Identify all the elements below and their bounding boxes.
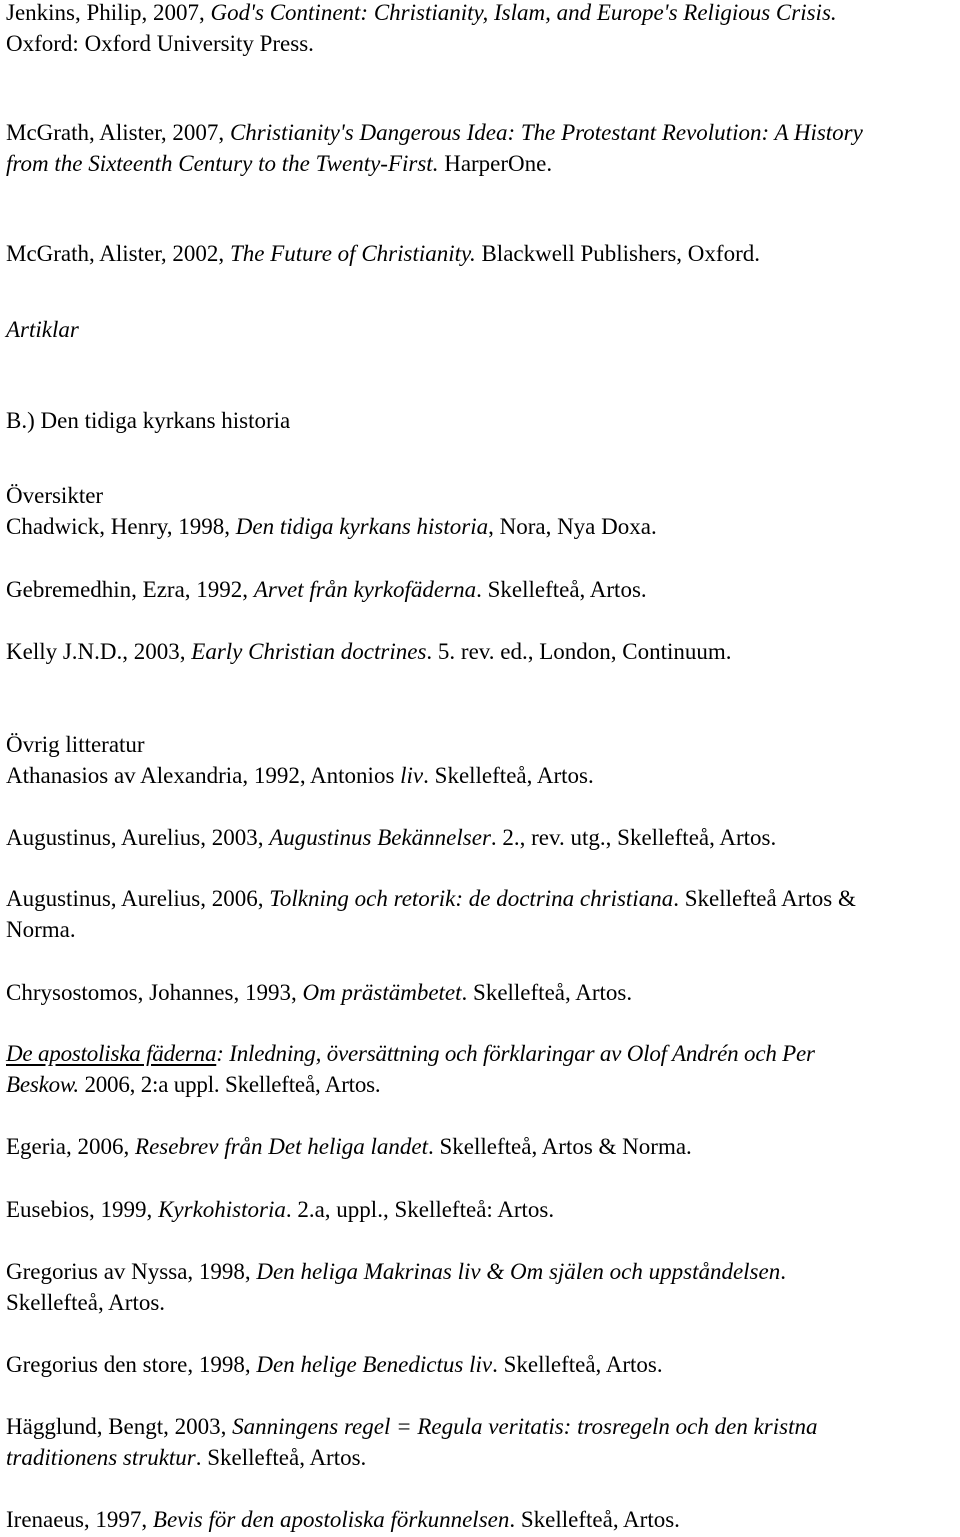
entry-publisher: . 2., rev. utg., Skellefteå, Artos. xyxy=(490,825,777,850)
entry-publisher: . Skellefteå, Artos. xyxy=(195,1445,367,1470)
entry-title: Tolkning och retorik: de doctrina christiana xyxy=(269,886,674,911)
entry-author: McGrath, Alister, 2002, xyxy=(6,241,230,266)
reference-entry xyxy=(6,1038,956,1100)
entry-title: Om prästämbetet xyxy=(302,980,462,1005)
reference-entry xyxy=(6,1411,956,1473)
section-heading-artiklar: Artiklar xyxy=(6,317,79,342)
entry-publisher: . Skellefteå Artos & xyxy=(673,886,856,911)
reference-entry xyxy=(6,760,956,791)
entry-publisher: HarperOne. xyxy=(438,151,553,176)
entry-author: Chadwick, Henry, 1998, xyxy=(6,514,236,539)
entry-title: God's Continent: Christianity, Islam, and Europe's Religious Crisis. xyxy=(210,0,837,25)
entry-author: Gregorius av Nyssa, 1998, xyxy=(6,1259,257,1284)
entry-publisher: . Skellefteå, Artos. xyxy=(423,763,594,788)
entry-title: Augustinus Bekännelser xyxy=(269,825,491,850)
entry-publisher: . xyxy=(780,1259,786,1284)
reference-entry xyxy=(6,977,956,1008)
reference-entry xyxy=(6,1194,956,1225)
entry-author: Gregorius den store, 1998, xyxy=(6,1352,257,1377)
entry-title-line1: Christianity's Dangerous Idea: The Protestant Revolution: A History xyxy=(229,120,863,145)
entry-publisher: . Skellefteå, Artos. xyxy=(461,980,633,1005)
entry-publisher: . Skellefteå, Artos. xyxy=(492,1352,663,1377)
entry-title: Arvet från kyrkofäderna xyxy=(253,577,477,602)
entry-author: Chrysostomos, Johannes, 1993, xyxy=(6,980,303,1005)
entry-continuation: Norma. xyxy=(6,917,76,942)
reference-entry xyxy=(6,117,956,179)
reference-entry xyxy=(6,822,956,853)
reference-entry xyxy=(6,636,956,667)
entry-author: Egeria, 2006, xyxy=(6,1134,136,1159)
reference-entry xyxy=(6,883,956,945)
entry-title: Den heliga Makrinas liv & Om själen och uppståndelsen xyxy=(256,1259,781,1284)
entry-publisher: . Skellefteå, Artos. xyxy=(509,1507,680,1532)
entry-title-line2: traditionens struktur xyxy=(6,1445,196,1470)
reference-entry xyxy=(6,511,956,542)
entry-publisher: . 5. rev. ed., London, Continuum. xyxy=(426,639,732,664)
entry-author: Augustinus, Aurelius, 2003, xyxy=(6,825,270,850)
entry-title: liv xyxy=(400,763,424,788)
entry-publisher: Oxford: Oxford University Press. xyxy=(6,31,314,56)
entry-title-line2: Beskow. xyxy=(6,1072,79,1097)
entry-title: Den tidiga kyrkans historia xyxy=(235,514,489,539)
entry-title: Bevis för den apostoliska förkunnelsen xyxy=(152,1507,510,1532)
entry-title-line2: from the Sixteenth Century to the Twenty-First. xyxy=(6,151,439,176)
subsection-heading-ovrig: Övrig litteratur xyxy=(6,732,145,757)
entry-author: Athanasios av Alexandria, 1992, Antonios xyxy=(6,763,401,788)
reference-entry xyxy=(6,574,956,605)
entry-title: The Future of Christianity. xyxy=(229,241,476,266)
entry-publisher: , Nora, Nya Doxa. xyxy=(488,514,657,539)
entry-author: Jenkins, Philip, 2007, xyxy=(6,0,211,25)
entry-author: Irenaeus, 1997, xyxy=(6,1507,153,1532)
entry-author: Augustinus, Aurelius, 2006, xyxy=(6,886,270,911)
subsection-heading-oversikter: Översikter xyxy=(6,483,104,508)
entry-publisher: . 2.a, uppl., Skellefteå: Artos. xyxy=(285,1197,555,1222)
reference-entry xyxy=(6,1349,956,1380)
reference-entry xyxy=(6,238,956,269)
entry-author: Eusebios, 1999, xyxy=(6,1197,159,1222)
section-heading-b: B.) Den tidiga kyrkans historia xyxy=(6,408,291,433)
entry-author: Hägglund, Bengt, 2003, xyxy=(6,1414,233,1439)
entry-title: : Inledning, översättning och förklaringar av Olof Andrén och Per xyxy=(216,1041,815,1066)
entry-title: Resebrev från Det heliga landet xyxy=(135,1134,428,1159)
reference-entry xyxy=(6,1504,956,1535)
entry-author: Kelly J.N.D., 2003, xyxy=(6,639,192,664)
reference-entry xyxy=(6,1256,956,1318)
entry-title: Kyrkohistoria xyxy=(158,1197,286,1222)
entry-publisher: 2006, 2:a uppl. Skellefteå, Artos. xyxy=(78,1072,381,1097)
reference-entry xyxy=(6,0,956,59)
entry-title-underlined: De apostoliska fäderna xyxy=(6,1041,217,1066)
entry-title: Den helige Benedictus liv xyxy=(256,1352,493,1377)
entry-title-line1: Sanningens regel = Regula veritatis: trosregeln och den kristna xyxy=(232,1414,818,1439)
entry-publisher: . Skellefteå, Artos & Norma. xyxy=(427,1134,692,1159)
entry-publisher: . Skellefteå, Artos. xyxy=(476,577,647,602)
entry-title: Early Christian doctrines xyxy=(191,639,427,664)
reference-entry xyxy=(6,1131,956,1162)
entry-author: Gebremedhin, Ezra, 1992, xyxy=(6,577,254,602)
entry-publisher: Blackwell Publishers, Oxford. xyxy=(475,241,760,266)
entry-author: McGrath, Alister, 2007, xyxy=(6,120,230,145)
entry-continuation: Skellefteå, Artos. xyxy=(6,1290,166,1315)
